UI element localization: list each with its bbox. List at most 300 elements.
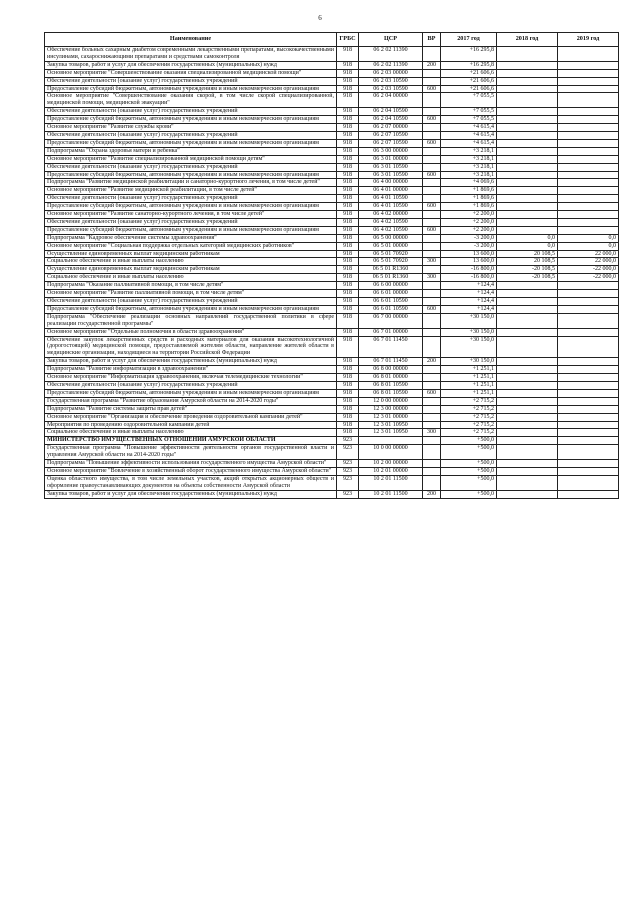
cell-name: Обеспечение деятельности (оказание услуг) государственных учреждений: [45, 298, 337, 306]
cell-name: Обеспечение деятельности (оказание услуг) государственных учреждений: [45, 131, 337, 139]
cell-2019: [558, 358, 619, 366]
cell-name: Предоставление субсидий бюджетным, автономным учреждениям и иным некоммерческим организациям: [45, 171, 337, 179]
cell-2018: [497, 413, 558, 421]
cell-grbs: 918: [337, 116, 359, 124]
cell-name: Основное мероприятие "Социальная поддержка отдельных категорий медицинских работников": [45, 242, 337, 250]
cell-2018: [497, 195, 558, 203]
cell-2019: [558, 226, 619, 234]
cell-vr: [423, 47, 441, 62]
table-row: [45, 405, 619, 413]
cell-2019: [558, 147, 619, 155]
cell-name: Оценка областного имущества, в том числе земельных участков, акций открытых акционерных обществ и оформление правоустанавливающих документов на объекты собственности Амурской области: [45, 475, 337, 490]
cell-2017: +500,0: [441, 490, 497, 498]
cell-2018: [497, 490, 558, 498]
cell-2017: -16 800,0: [441, 266, 497, 274]
cell-2019: 0,0: [558, 242, 619, 250]
table-row: [45, 179, 619, 187]
table-row: [45, 218, 619, 226]
cell-name: Подпрограмма "Развитие медицинской реабилитации и санаторно-курортного лечения, в том числе детей": [45, 179, 337, 187]
cell-grbs: 918: [337, 179, 359, 187]
cell-name: Подпрограмма "Охрана здоровья матери и ребенка": [45, 147, 337, 155]
cell-2019: [558, 429, 619, 437]
cell-grbs: 918: [337, 242, 359, 250]
cell-2019: [558, 405, 619, 413]
cell-name: Социальное обеспечение и иные выплаты населению: [45, 429, 337, 437]
cell-2017: +30 150,0: [441, 358, 497, 366]
cell-vr: [423, 242, 441, 250]
cell-2017: +1 869,6: [441, 187, 497, 195]
cell-vr: [423, 187, 441, 195]
header-2017: 2017 год: [441, 33, 497, 47]
cell-name: Государственная программа "Развитие образования Амурской области на 2014-2020 годы": [45, 397, 337, 405]
cell-2019: [558, 85, 619, 93]
cell-2017: +21 606,6: [441, 69, 497, 77]
cell-2019: [558, 282, 619, 290]
cell-grbs: 918: [337, 405, 359, 413]
cell-vr: 600: [423, 203, 441, 211]
cell-vr: [423, 413, 441, 421]
table-row: [45, 85, 619, 93]
cell-2017: +124,4: [441, 305, 497, 313]
cell-2019: [558, 475, 619, 490]
cell-csr: 06 8 01 10590: [359, 381, 423, 389]
cell-csr: 06 5 01 R1360: [359, 274, 423, 282]
cell-csr: 06 7 00 00000: [359, 313, 423, 328]
cell-vr: [423, 211, 441, 219]
cell-vr: [423, 445, 441, 460]
cell-grbs: 918: [337, 290, 359, 298]
cell-2018: 20 108,5: [497, 250, 558, 258]
cell-2018: [497, 366, 558, 374]
cell-grbs: 918: [337, 274, 359, 282]
cell-grbs: 918: [337, 203, 359, 211]
cell-2018: [497, 155, 558, 163]
cell-name: Подпрограмма "Оказание паллиативной помощи, в том числе детям": [45, 282, 337, 290]
cell-2017: +1 251,1: [441, 366, 497, 374]
cell-2018: -20 108,5: [497, 266, 558, 274]
cell-grbs: 918: [337, 429, 359, 437]
cell-2018: [497, 171, 558, 179]
cell-2017: +124,4: [441, 298, 497, 306]
table-row: [45, 131, 619, 139]
cell-csr: 06 2 02 11390: [359, 61, 423, 69]
cell-2019: [558, 155, 619, 163]
cell-name: Обеспечение закупок лекарственных средств и расходных материалов для оказания высокотехнологичной (дорогостоящей) медицинской помощи, предоставляемой жителям области, направление жителей области в медицинские организации, находящиеся на территории Российской Федерации: [45, 336, 337, 358]
cell-2017: +2 200,0: [441, 226, 497, 234]
cell-2018: [497, 389, 558, 397]
cell-2017: +16 295,8: [441, 47, 497, 62]
cell-2018: [497, 405, 558, 413]
cell-csr: 06 8 01 10590: [359, 389, 423, 397]
cell-grbs: 918: [337, 389, 359, 397]
cell-vr: [423, 147, 441, 155]
cell-grbs: 918: [337, 298, 359, 306]
table-row: [45, 290, 619, 298]
cell-2017: +4 615,4: [441, 124, 497, 132]
cell-2019: 22 000,0: [558, 250, 619, 258]
cell-2018: 0,0: [497, 242, 558, 250]
cell-grbs: 918: [337, 147, 359, 155]
cell-grbs: 918: [337, 85, 359, 93]
cell-csr: 10 0 00 00000: [359, 445, 423, 460]
cell-name: Подпрограмма "Кадровое обеспечение системы здравоохранения": [45, 234, 337, 242]
cell-csr: 06 6 01 00000: [359, 290, 423, 298]
cell-2018: [497, 475, 558, 490]
cell-vr: 300: [423, 258, 441, 266]
cell-2019: [558, 108, 619, 116]
cell-2017: 13 600,0: [441, 250, 497, 258]
cell-2019: [558, 218, 619, 226]
cell-name: Обеспечение деятельности (оказание услуг) государственных учреждений: [45, 218, 337, 226]
cell-name: Закупка товаров, работ и услуг для обеспечения государственных (муниципальных) нужд: [45, 490, 337, 498]
cell-2017: +21 606,6: [441, 85, 497, 93]
cell-2018: [497, 147, 558, 155]
cell-grbs: 918: [337, 421, 359, 429]
cell-csr: 06 3 01 10590: [359, 171, 423, 179]
cell-2019: [558, 195, 619, 203]
cell-2017: +500,0: [441, 437, 497, 445]
cell-grbs: 918: [337, 381, 359, 389]
cell-2017: +500,0: [441, 467, 497, 475]
cell-2017: +500,0: [441, 475, 497, 490]
cell-2018: [497, 328, 558, 336]
cell-vr: [423, 290, 441, 298]
cell-grbs: 918: [337, 250, 359, 258]
cell-grbs: 923: [337, 475, 359, 490]
table-row: [45, 163, 619, 171]
cell-2018: [497, 139, 558, 147]
header-grbs: ГРБС: [337, 33, 359, 47]
cell-name: Предоставление субсидий бюджетным, автономным учреждениям и иным некоммерческим организациям: [45, 139, 337, 147]
cell-vr: [423, 234, 441, 242]
cell-name: Обеспечение деятельности (оказание услуг) государственных учреждений: [45, 381, 337, 389]
cell-name: Подпрограмма "Повышение эффективности использования государственного имущества Амурской области": [45, 460, 337, 468]
cell-vr: [423, 93, 441, 108]
table-row: [45, 211, 619, 219]
cell-2019: [558, 397, 619, 405]
table-row: [45, 47, 619, 62]
cell-2018: [497, 290, 558, 298]
cell-grbs: 918: [337, 328, 359, 336]
cell-csr: 10 2 00 00000: [359, 460, 423, 468]
cell-2018: [497, 124, 558, 132]
cell-2017: +30 150,0: [441, 328, 497, 336]
table-row: [45, 358, 619, 366]
cell-vr: 200: [423, 358, 441, 366]
header-2018: 2018 год: [497, 33, 558, 47]
cell-vr: [423, 397, 441, 405]
cell-grbs: 918: [337, 61, 359, 69]
cell-name: Закупка товаров, работ и услуг для обеспечения государственных (муниципальных) нужд: [45, 61, 337, 69]
cell-2017: +3 218,1: [441, 155, 497, 163]
cell-csr: 12 3 01 00000: [359, 413, 423, 421]
cell-2019: [558, 290, 619, 298]
cell-vr: [423, 155, 441, 163]
cell-name: Основное мероприятие "Вовлечение в хозяйственный оборот государственного имущества Амурской области": [45, 467, 337, 475]
cell-2018: [497, 445, 558, 460]
cell-2018: [497, 421, 558, 429]
table-row: [45, 445, 619, 460]
cell-name: Закупка товаров, работ и услуг для обеспечения государственных (муниципальных) нужд: [45, 358, 337, 366]
table-row: [45, 124, 619, 132]
cell-vr: [423, 328, 441, 336]
cell-2019: -22 000,0: [558, 266, 619, 274]
cell-name: Государственная программа "Повышение эффективности деятельности органов государственной власти и управления Амурской области на 2014-2020 годы": [45, 445, 337, 460]
header-csr: ЦСР: [359, 33, 423, 47]
cell-2019: 0,0: [558, 234, 619, 242]
cell-2017: -16 800,0: [441, 274, 497, 282]
cell-vr: 200: [423, 490, 441, 498]
cell-name: Основное мероприятие "Развитие медицинской реабилитации, в том числе детей": [45, 187, 337, 195]
cell-vr: [423, 313, 441, 328]
table-row: [45, 413, 619, 421]
table-row: [45, 250, 619, 258]
cell-vr: [423, 282, 441, 290]
cell-2018: [497, 358, 558, 366]
cell-csr: 06 8 01 00000: [359, 374, 423, 382]
cell-2018: [497, 218, 558, 226]
cell-2018: [497, 211, 558, 219]
cell-vr: [423, 266, 441, 274]
cell-2017: +30 150,0: [441, 313, 497, 328]
cell-2017: +500,0: [441, 460, 497, 468]
cell-name: Основное мероприятие "Отдельные полномочия в области здравоохранения": [45, 328, 337, 336]
cell-csr: 06 4 01 10590: [359, 203, 423, 211]
cell-2019: [558, 336, 619, 358]
cell-2019: [558, 47, 619, 62]
table-row: [45, 187, 619, 195]
cell-name: Обеспечение деятельности (оказание услуг) государственных учреждений: [45, 195, 337, 203]
cell-2019: [558, 460, 619, 468]
cell-name: Основное мероприятие "Информатизация здравоохранения, включая телемедицинские технологии": [45, 374, 337, 382]
cell-grbs: 918: [337, 397, 359, 405]
cell-2017: +1 251,1: [441, 389, 497, 397]
cell-2018: 0,0: [497, 234, 558, 242]
cell-grbs: 918: [337, 47, 359, 62]
table-row: [45, 298, 619, 306]
cell-csr: 06 2 04 00000: [359, 93, 423, 108]
cell-csr: 06 2 03 00000: [359, 69, 423, 77]
cell-grbs: 918: [337, 313, 359, 328]
cell-2017: +2 200,0: [441, 211, 497, 219]
cell-2017: +2 715,2: [441, 421, 497, 429]
cell-vr: [423, 163, 441, 171]
cell-2019: [558, 61, 619, 69]
cell-2017: +30 150,0: [441, 336, 497, 358]
table-row: [45, 274, 619, 282]
cell-2017: +2 715,2: [441, 405, 497, 413]
cell-vr: [423, 336, 441, 358]
cell-csr: 06 4 02 10590: [359, 226, 423, 234]
cell-name: Предоставление субсидий бюджетным, автономным учреждениям и иным некоммерческим организациям: [45, 226, 337, 234]
cell-name: Обеспечение деятельности (оказание услуг) государственных учреждений: [45, 163, 337, 171]
cell-csr: 06 2 07 00000: [359, 124, 423, 132]
cell-2017: +2 200,0: [441, 218, 497, 226]
cell-csr: 06 5 01 00000: [359, 242, 423, 250]
cell-vr: [423, 195, 441, 203]
cell-csr: 06 2 03 10590: [359, 85, 423, 93]
table-row: [45, 258, 619, 266]
cell-name: Основное мероприятие "Развитие службы крови": [45, 124, 337, 132]
cell-2017: +3 218,1: [441, 171, 497, 179]
cell-grbs: 918: [337, 195, 359, 203]
cell-2018: [497, 429, 558, 437]
table-row: [45, 429, 619, 437]
table-row: [45, 242, 619, 250]
table-row: [45, 366, 619, 374]
cell-2019: [558, 163, 619, 171]
cell-2018: [497, 460, 558, 468]
cell-2017: +124,4: [441, 282, 497, 290]
cell-vr: 200: [423, 61, 441, 69]
cell-grbs: 918: [337, 211, 359, 219]
table-row: [45, 266, 619, 274]
cell-csr: 06 3 01 00000: [359, 155, 423, 163]
page-number: 6: [318, 14, 322, 22]
cell-grbs: 918: [337, 131, 359, 139]
cell-vr: 600: [423, 139, 441, 147]
table-row: [45, 374, 619, 382]
cell-vr: [423, 467, 441, 475]
cell-csr: 06 2 04 10590: [359, 116, 423, 124]
cell-vr: [423, 381, 441, 389]
cell-vr: [423, 69, 441, 77]
cell-grbs: 918: [337, 163, 359, 171]
table-row: [45, 234, 619, 242]
cell-2019: [558, 328, 619, 336]
cell-vr: [423, 124, 441, 132]
cell-csr: 06 2 04 10590: [359, 108, 423, 116]
table-row: [45, 328, 619, 336]
cell-name: Основное мероприятие "Развитие санаторно-курортного лечения, в том числе детей": [45, 211, 337, 219]
cell-csr: 06 4 01 00000: [359, 187, 423, 195]
cell-2019: [558, 467, 619, 475]
cell-csr: 06 4 02 00000: [359, 211, 423, 219]
cell-2017: +7 055,5: [441, 116, 497, 124]
cell-grbs: 918: [337, 93, 359, 108]
cell-vr: [423, 405, 441, 413]
cell-csr: 12 3 01 10950: [359, 429, 423, 437]
cell-2018: [497, 131, 558, 139]
cell-2017: -3 200,0: [441, 234, 497, 242]
cell-csr: 06 3 00 00000: [359, 147, 423, 155]
cell-2018: [497, 381, 558, 389]
cell-2018: [497, 282, 558, 290]
cell-vr: 600: [423, 226, 441, 234]
cell-2018: -20 108,5: [497, 274, 558, 282]
cell-2017: -3 200,0: [441, 242, 497, 250]
cell-vr: 600: [423, 85, 441, 93]
table-row: [45, 475, 619, 490]
table-row: [45, 116, 619, 124]
cell-name: Предоставление субсидий бюджетным, автономным учреждениям и иным некоммерческим организациям: [45, 305, 337, 313]
cell-csr: 06 4 01 10590: [359, 195, 423, 203]
cell-name: Обеспечение деятельности (оказание услуг) государственных учреждений: [45, 108, 337, 116]
table-row: [45, 313, 619, 328]
cell-vr: [423, 475, 441, 490]
cell-2019: [558, 490, 619, 498]
header-2019: 2019 год: [558, 33, 619, 47]
cell-csr: 10 2 01 11500: [359, 490, 423, 498]
cell-csr: [359, 437, 423, 445]
cell-2019: [558, 421, 619, 429]
cell-csr: 06 5 01 70920: [359, 250, 423, 258]
table-row: [45, 77, 619, 85]
cell-2019: [558, 93, 619, 108]
cell-name: Предоставление субсидий бюджетным, автономным учреждениям и иным некоммерческим организациям: [45, 85, 337, 93]
cell-grbs: 918: [337, 374, 359, 382]
cell-2019: [558, 187, 619, 195]
cell-name: МИНИСТЕРСТВО ИМУЩЕСТВЕННЫХ ОТНОШЕНИЙ АМУРСКОЙ ОБЛАСТИ: [45, 437, 337, 445]
cell-2018: [497, 69, 558, 77]
cell-vr: [423, 131, 441, 139]
cell-2019: [558, 171, 619, 179]
table-row: [45, 147, 619, 155]
table-row: [45, 155, 619, 163]
cell-grbs: 918: [337, 139, 359, 147]
cell-2018: [497, 437, 558, 445]
cell-name: Осуществление единовременных выплат медицинским работникам: [45, 266, 337, 274]
table-header-row: [45, 33, 619, 47]
cell-2019: [558, 389, 619, 397]
table-row: [45, 69, 619, 77]
cell-2018: [497, 85, 558, 93]
table-row: [45, 93, 619, 108]
cell-csr: 06 6 01 10590: [359, 298, 423, 306]
cell-2018: 20 108,5: [497, 258, 558, 266]
cell-2018: [497, 336, 558, 358]
cell-grbs: 918: [337, 226, 359, 234]
cell-2019: 22 000,0: [558, 258, 619, 266]
cell-vr: 600: [423, 171, 441, 179]
table-row: [45, 467, 619, 475]
cell-csr: 06 3 01 10590: [359, 163, 423, 171]
table-row: [45, 460, 619, 468]
cell-vr: 300: [423, 429, 441, 437]
cell-2018: [497, 108, 558, 116]
cell-2018: [497, 77, 558, 85]
table-row: [45, 490, 619, 498]
cell-vr: [423, 421, 441, 429]
cell-2017: +3 218,1: [441, 147, 497, 155]
table-row: [45, 203, 619, 211]
cell-2019: [558, 179, 619, 187]
table-row: [45, 139, 619, 147]
cell-2019: [558, 374, 619, 382]
cell-grbs: 918: [337, 155, 359, 163]
table-row: [45, 305, 619, 313]
cell-csr: 12 3 01 10950: [359, 421, 423, 429]
cell-csr: 06 4 00 00000: [359, 179, 423, 187]
cell-vr: [423, 108, 441, 116]
cell-name: Основное мероприятие "Совершенствование оказания специализированной медицинской помощи": [45, 69, 337, 77]
cell-2017: +1 251,1: [441, 381, 497, 389]
cell-2018: [497, 187, 558, 195]
cell-grbs: 918: [337, 77, 359, 85]
cell-vr: [423, 250, 441, 258]
cell-2019: [558, 211, 619, 219]
cell-2018: [497, 467, 558, 475]
cell-grbs: 923: [337, 467, 359, 475]
cell-2019: [558, 131, 619, 139]
cell-2018: [497, 226, 558, 234]
cell-csr: 06 4 02 10590: [359, 218, 423, 226]
cell-grbs: 918: [337, 108, 359, 116]
cell-vr: [423, 437, 441, 445]
table-row: [45, 336, 619, 358]
cell-vr: [423, 366, 441, 374]
cell-grbs: 918: [337, 413, 359, 421]
